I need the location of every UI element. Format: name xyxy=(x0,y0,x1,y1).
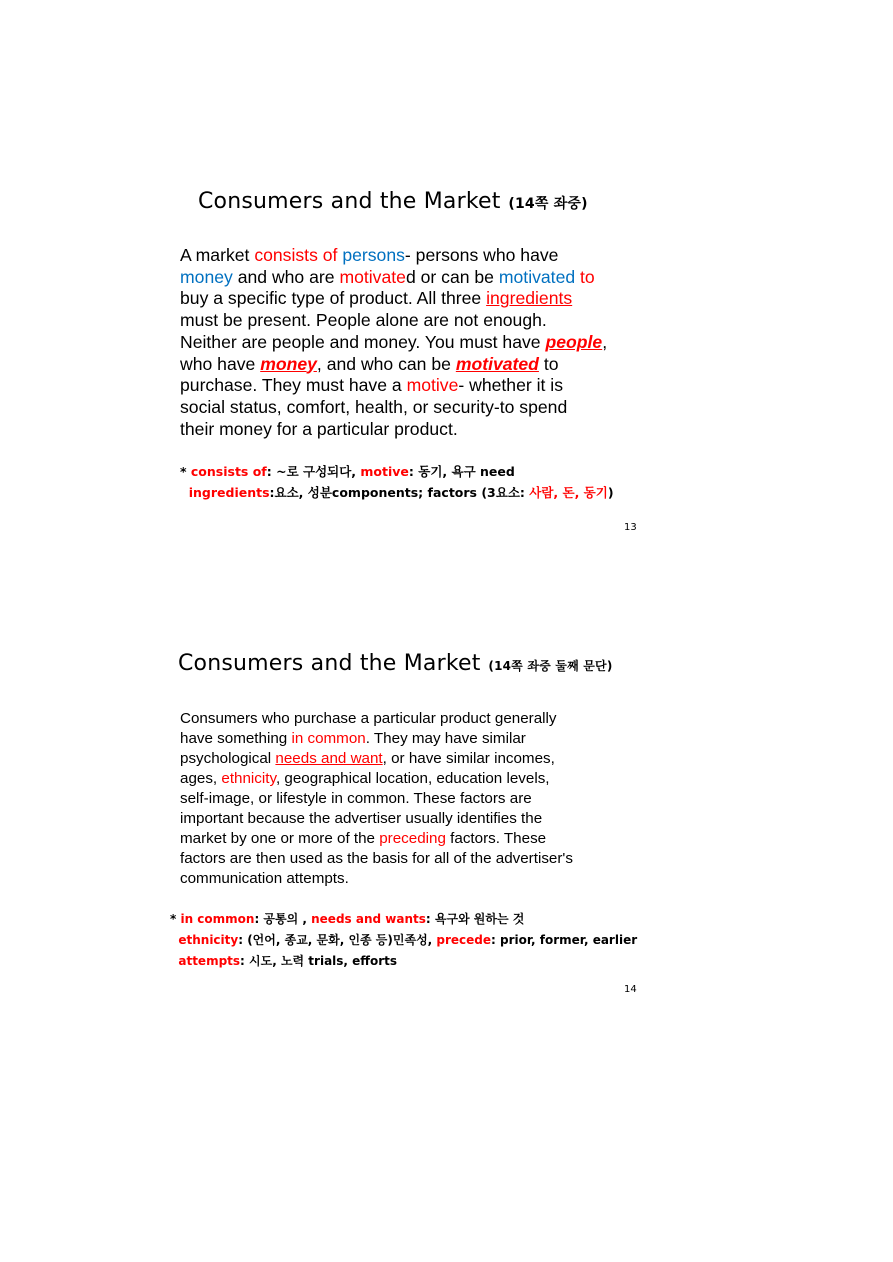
text-run: : 동기, 욕구 need xyxy=(408,464,515,479)
vocab-notes xyxy=(170,909,637,972)
highlighted-term: precede xyxy=(436,933,492,947)
text-run: : 욕구와 원하는 것 xyxy=(425,912,525,926)
text-run: * xyxy=(180,464,191,479)
text-run: and who are xyxy=(232,266,340,287)
highlighted-term: consists of xyxy=(190,464,267,479)
highlighted-term: to xyxy=(575,266,595,287)
text-run: important because the advertiser usually identifies the xyxy=(180,810,543,827)
highlighted-term: motivate xyxy=(339,266,406,287)
text-run: their money for a particular product. xyxy=(180,418,458,439)
highlighted-term: in common xyxy=(180,912,255,926)
slide-title xyxy=(198,186,588,214)
text-run: market by one or more of the xyxy=(180,830,380,847)
highlighted-term: people xyxy=(545,331,603,352)
text-run: . They may have similar xyxy=(365,730,526,747)
highlighted-term: 사람, 돈, 동기 xyxy=(529,485,608,500)
highlighted-term: ingredients xyxy=(188,485,270,500)
text-run: - persons who have xyxy=(404,245,559,265)
text-run: purchase. They must have a xyxy=(180,375,407,396)
page-number: 13 xyxy=(624,522,637,533)
text-run: factors are then used as the basis for all of the advertiser's xyxy=(180,850,573,867)
highlighted-term: persons xyxy=(342,245,405,265)
text-run: : 공통의 , xyxy=(254,912,312,926)
text-run: Neither are people and money. You must have xyxy=(180,331,546,352)
text-run: A market xyxy=(180,245,255,265)
title-page-ref: (14쪽 좌중 둘째 문단) xyxy=(488,659,613,673)
text-run xyxy=(180,485,189,500)
title-text: Consumers and the Market xyxy=(178,651,481,676)
text-run: ) xyxy=(607,485,614,500)
text-run: : prior, former, earlier xyxy=(491,933,638,947)
slide-body xyxy=(180,245,607,440)
note-line xyxy=(170,930,637,951)
note-line xyxy=(180,482,614,503)
highlighted-term: motive xyxy=(406,375,459,396)
highlighted-term: preceding xyxy=(379,830,446,847)
text-run: factors. These xyxy=(450,830,547,847)
highlighted-term: needs and wants xyxy=(311,912,426,926)
note-line xyxy=(170,951,637,972)
highlighted-term: motivated xyxy=(498,266,576,287)
highlighted-term: money xyxy=(260,353,317,374)
slide-body xyxy=(180,709,573,889)
highlighted-term: in common xyxy=(291,730,366,747)
highlighted-term: ingredients xyxy=(486,288,573,309)
text-run: :요소, 성분components; factors (3요소: xyxy=(269,485,530,500)
text-run: * xyxy=(170,912,181,926)
page-number: 14 xyxy=(624,984,637,995)
text-run: : ~로 구성되다, xyxy=(266,464,361,479)
highlighted-term: consists of xyxy=(254,245,343,265)
highlighted-term: ethnicity xyxy=(221,770,276,787)
vocab-notes xyxy=(180,461,614,503)
text-run: , geographical location, education levels, xyxy=(275,770,550,787)
highlighted-term: needs and want xyxy=(275,750,383,767)
slide-title xyxy=(178,648,613,676)
text-run: , or have similar incomes, xyxy=(382,750,555,767)
text-run: who have xyxy=(180,353,261,374)
text-run: : 시도, 노력 trials, efforts xyxy=(240,954,398,968)
text-run: buy a specific type of product. All three xyxy=(180,288,487,309)
text-run: Consumers who purchase a particular product generally xyxy=(180,710,557,727)
text-run: to xyxy=(543,353,559,374)
text-run: psychological xyxy=(180,750,276,767)
text-run: communication attempts. xyxy=(180,870,349,887)
text-run: , and who can be xyxy=(316,353,456,374)
text-run: have something xyxy=(180,730,292,747)
text-run: : (언어, 종교, 문화, 인종 등)민족성, xyxy=(238,933,437,947)
highlighted-term: motivated xyxy=(455,353,539,374)
highlighted-term: attempts xyxy=(178,954,241,968)
note-line xyxy=(180,461,614,482)
text-run: social status, comfort, health, or security-to spend xyxy=(180,396,568,417)
title-text: Consumers and the Market xyxy=(198,189,501,214)
highlighted-term: money xyxy=(180,266,233,287)
text-run: must be present. People alone are not enough. xyxy=(180,310,547,331)
text-run: d or can be xyxy=(405,266,499,287)
text-run: ages, xyxy=(180,770,222,787)
highlighted-term: ethnicity xyxy=(178,933,239,947)
text-run: self-image, or lifestyle in common. These factors are xyxy=(180,790,532,807)
highlighted-term: motive xyxy=(360,464,409,479)
text-run: - whether it is xyxy=(458,375,564,396)
note-line xyxy=(170,909,637,930)
text-run: , xyxy=(602,331,608,352)
title-page-ref: (14쪽 좌중) xyxy=(508,196,588,212)
